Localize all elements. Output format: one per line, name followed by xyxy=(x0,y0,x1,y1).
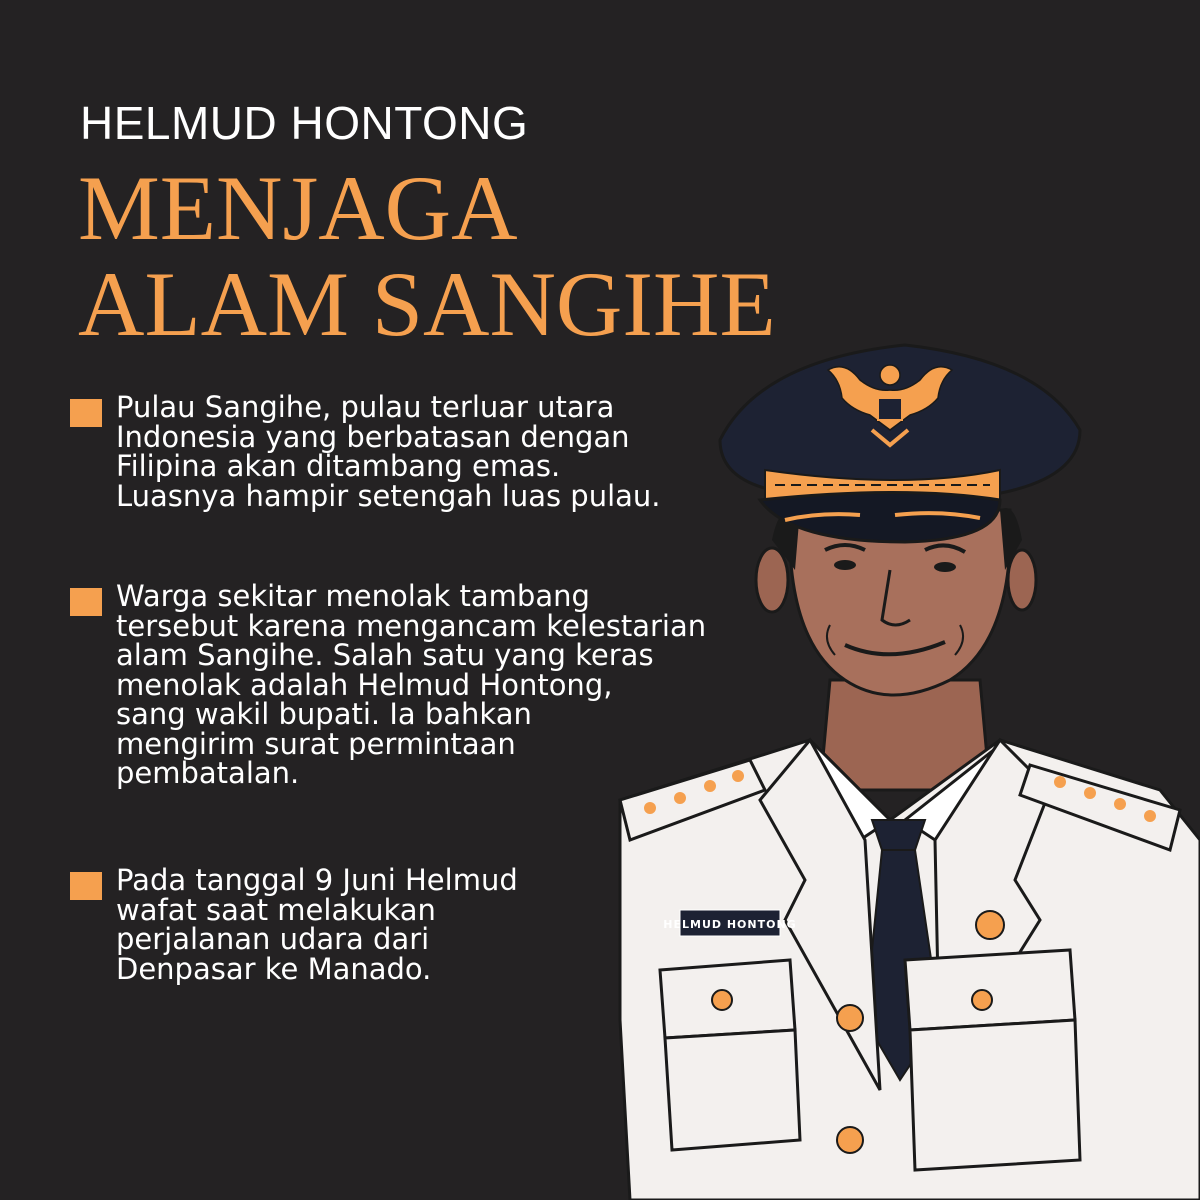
person-name-heading: HELMUD HONTONG xyxy=(80,97,529,149)
bullet-text: Pada tanggal 9 Juni Helmud wafat saat melakukan perjalanan udara dari Denpasar ke Manado. xyxy=(116,863,518,986)
portrait-illustration xyxy=(560,320,1200,1200)
name-tag-text: HELMUD HONTONG xyxy=(663,918,797,931)
square-bullet-icon xyxy=(70,399,102,427)
square-bullet-icon xyxy=(70,588,102,616)
bullet-text: Warga sekitar menolak tambang tersebut karena mengancam kelestarian alam Sangihe. Salah satu yang keras menolak adalah Helmud Hontong, sang wakil bupati. Ia bahkan mengirim surat permintaan pembatalan. xyxy=(116,579,707,790)
bullet-text: Pulau Sangihe, pulau terluar utara Indonesia yang berbatasan dengan Filipina akan ditambang emas. Luasnya hampir setengah luas pulau. xyxy=(116,390,661,513)
square-bullet-icon xyxy=(70,872,102,900)
bullet-item xyxy=(70,863,518,986)
tie-knot xyxy=(872,820,925,850)
page-title: MENJAGA ALAM SANGIHE xyxy=(78,157,776,355)
badge-icon xyxy=(976,911,1004,939)
